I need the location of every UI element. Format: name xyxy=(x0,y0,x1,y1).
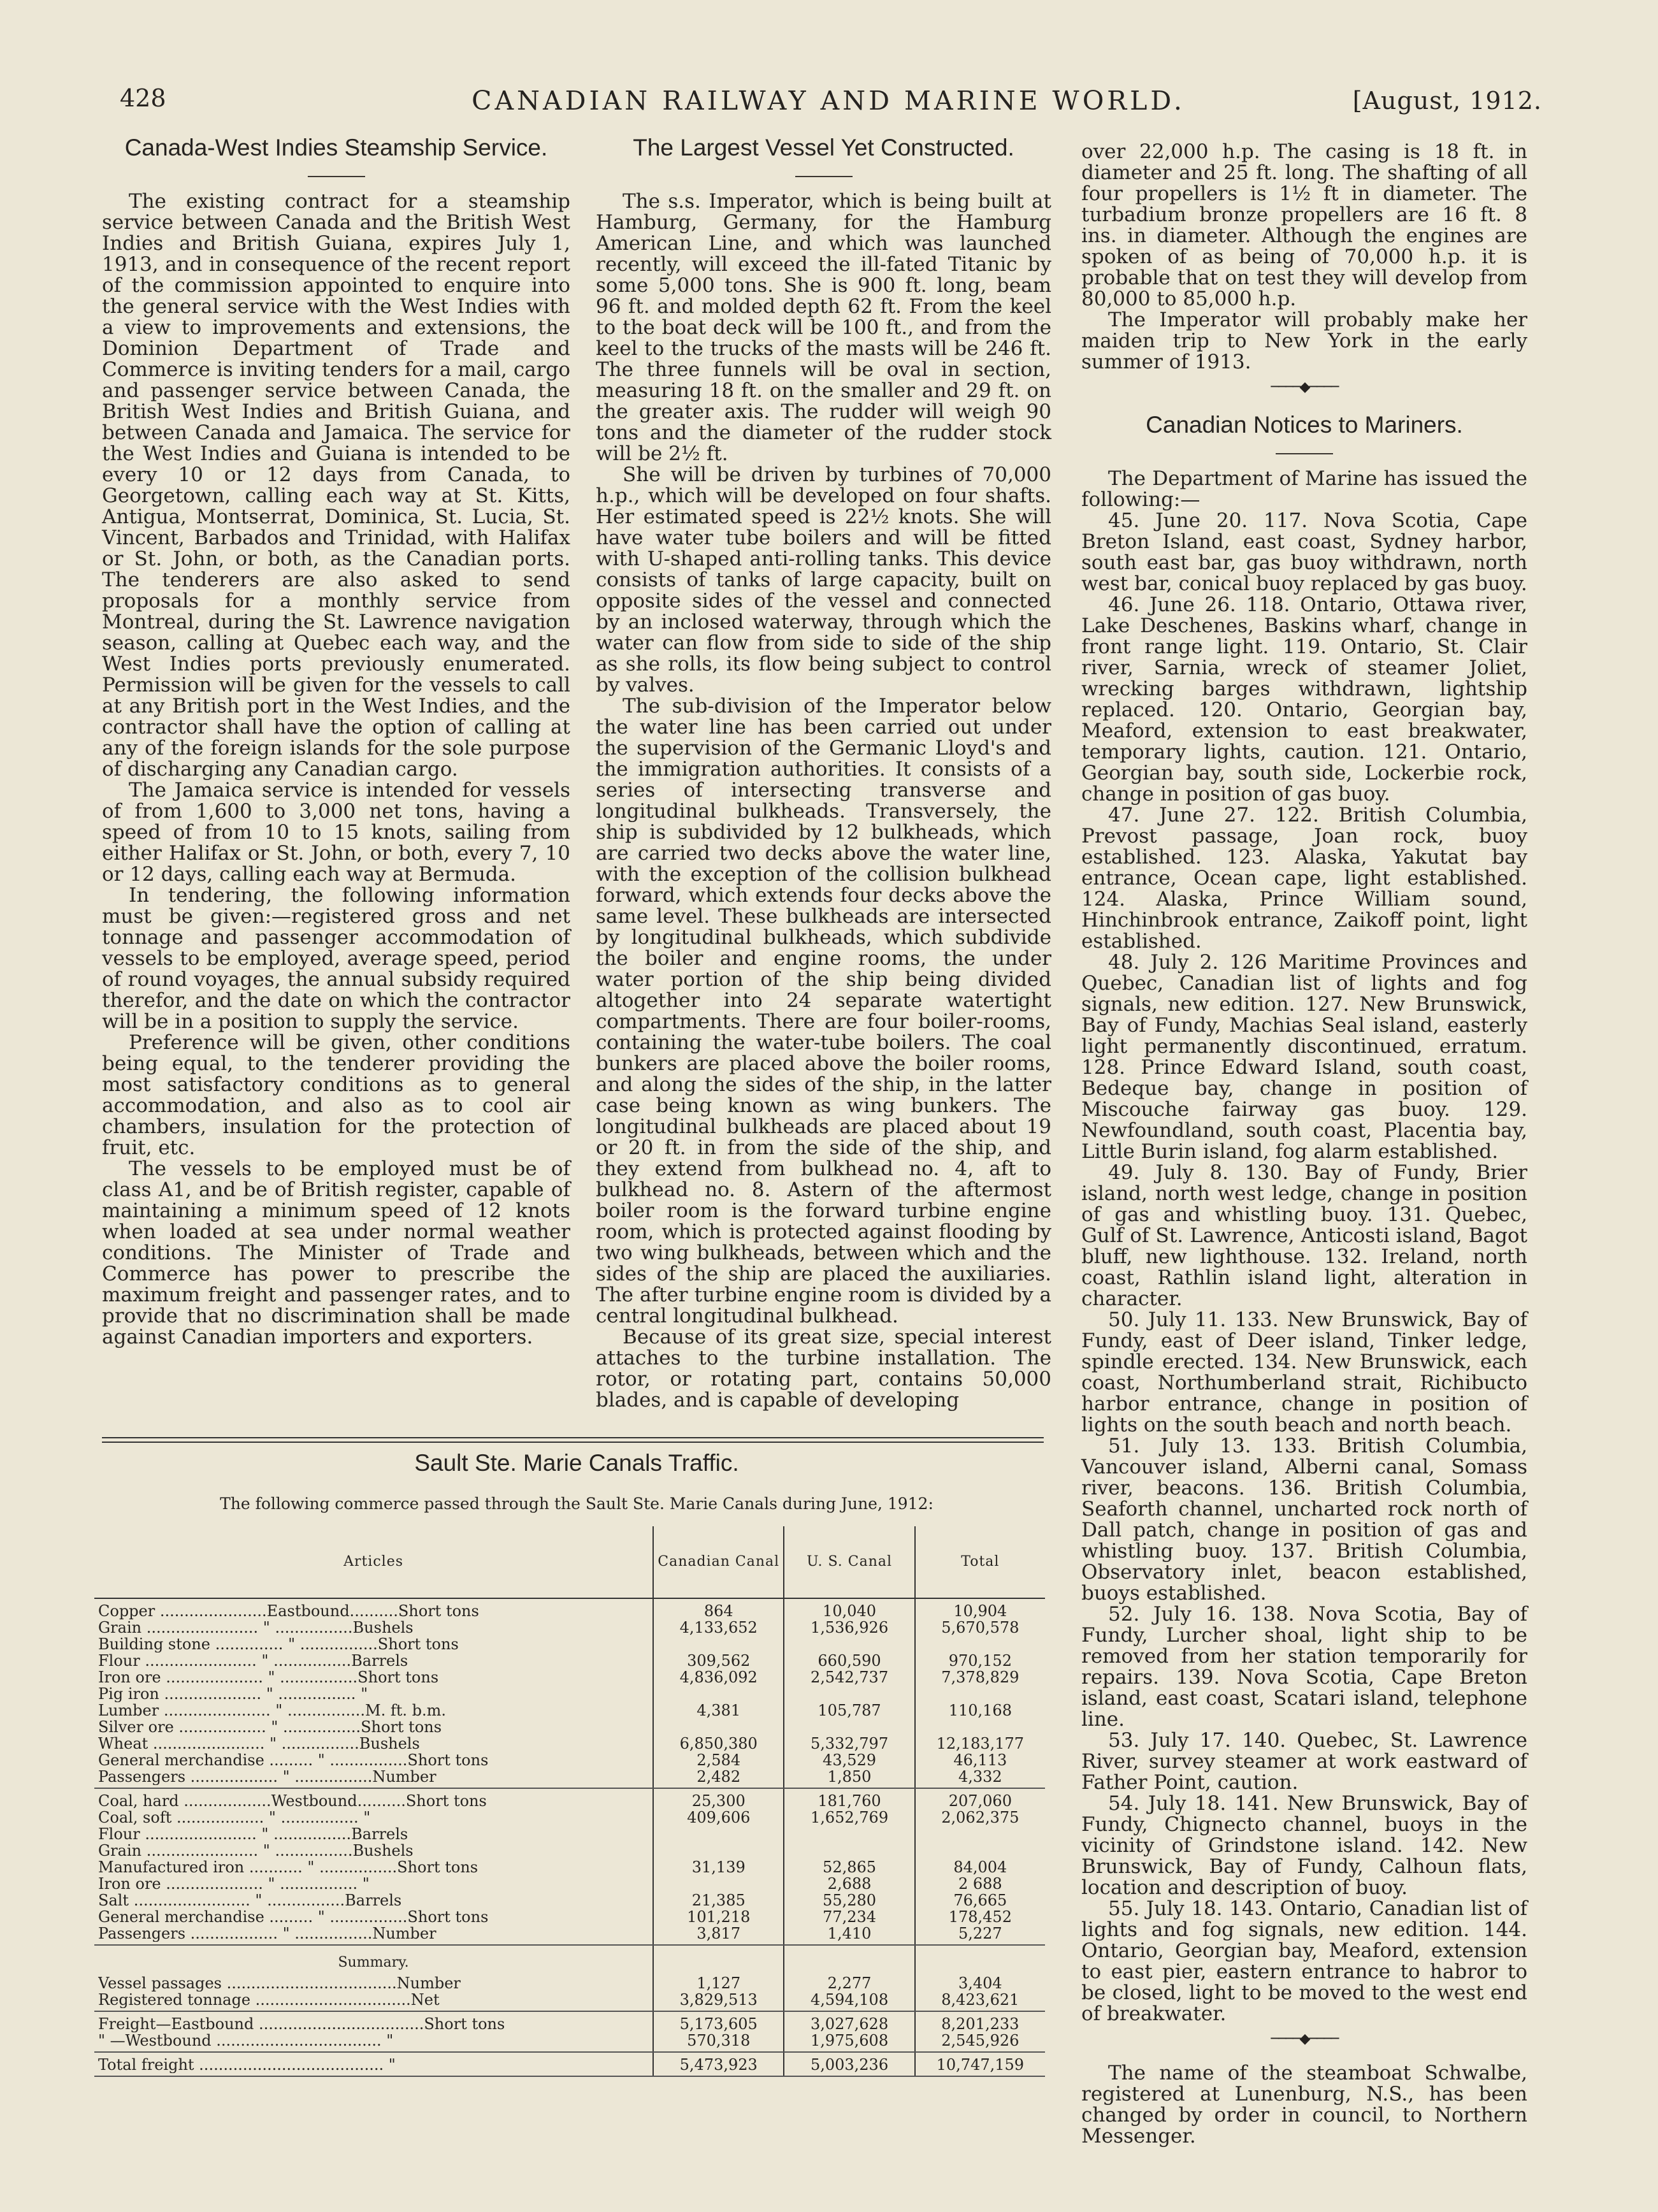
table-line: Coal, hard ..................Westbound..........Short tons xyxy=(98,1793,487,1809)
notice-item: 52. July 16. 138. Nova Scotia, Bay of Fundy, Lurcher shoal, light ship to be removed from her station temporarily for repairs. 139. Nova Scotia, Cape Breton island, east coast, Scatari island, telephone line. xyxy=(1081,1603,1527,1731)
table-line xyxy=(919,1719,1041,1735)
paragraph: Preference will be given, other conditions being equal, to the tenderer providing the most satisfactory conditions as to general accommodation, and also as to cool air chambers, insulation for the protection of fruit, etc. xyxy=(102,1031,570,1159)
paragraph: over 22,000 h.p. The casing is 18 ft. in diameter and 25 ft. long. The shafting of all four propellers is 1½ ft in diameter. The turbadium bronze propellers are 16 ft. 8 ins. in diameter. Although the engines are spoken of as being of 70,000 h.p. it is probable that on test they will develop from 80,000 to 85,000 h.p. xyxy=(1081,140,1527,310)
paragraph: The Imperator will probably make her maiden trip to New York in the early summer of 1913. xyxy=(1081,308,1527,373)
column-header-articles: Articles xyxy=(94,1526,653,1598)
articles-cell xyxy=(94,1971,653,2011)
table-line: 6,850,380 xyxy=(679,1735,758,1752)
table-line: Pig iron .................... " ................ " xyxy=(98,1686,368,1702)
canadian-cell xyxy=(653,2011,784,2052)
table-line: Flour ....................... " ................Barrels xyxy=(98,1652,408,1669)
table-line: 4,594,108 xyxy=(810,1992,889,2008)
running-head xyxy=(115,82,1542,120)
table-line: 4,381 xyxy=(696,1702,741,1719)
table-line: 10,040 xyxy=(823,1603,877,1619)
table-line xyxy=(658,1826,779,1842)
table-line xyxy=(788,1686,910,1702)
table-line xyxy=(658,1719,779,1735)
column-header-total: Total xyxy=(915,1526,1045,1598)
table-line: 21,385 xyxy=(691,1892,746,1909)
table-line: 2,482 xyxy=(696,1768,741,1785)
table-line: 1,127 xyxy=(696,1975,741,1992)
notice-item: 50. July 11. 133. New Brunswick, Bay of Fundy, east of Deer island, Tinker ledge, spindle erected. 134. New Brunswick, each coast, Northumberland strait, Richibucto harbor entrance, change in position of lights on the south beach and north beach. xyxy=(1081,1308,1527,1436)
total-cell xyxy=(915,1788,1045,1945)
table-line xyxy=(788,1826,910,1842)
paragraph: The existing contract for a steamship service between Canada and the British West Indies and British Guiana, expires July 1, 1913, and in consequence of the recent report of the commission appointed to enquire into the general service with the West Indies with a view to improvements and extensions, the Dominion Department of Trade and Commerce is inviting tenders for a mail, cargo and passenger service between Canada, the British West Indies and British Guiana, and between Canada and Jamaica. The service for the West Indies and Guiana is intended to be every 10 or 12 days from Canada, to Georgetown, calling each way at St. Kitts, Antigua, Montserrat, Dominica, St. Lucia, St. Vincent, Barbados and Trinidad, with Halifax or St. John, or both, as the Canadian ports. The tenderers are also asked to send proposals for a monthly service from Montreal, during the St. Lawrence navigation season, calling at Quebec each way, and the West Indies ports previously enumerated. Permission will be given for the vessels to call at any British port in the West Indies, and the contractor shall have the option of calling at any of the foreign islands for the sole purpose of discharging any Canadian cargo. xyxy=(102,190,570,781)
table-line: 1,975,608 xyxy=(810,2032,889,2049)
us-cell xyxy=(784,1598,914,1788)
summary-label: Summary. xyxy=(338,1955,409,1970)
empty-cell xyxy=(784,1945,914,1971)
canals-traffic-table xyxy=(94,1526,1045,2077)
westbound-group xyxy=(94,1788,1045,1945)
total-cell xyxy=(915,1971,1045,2011)
paragraph: The vessels to be employed must be of class A1, and be of British register, capable of maintaining a minimum speed of 12 knots when loaded at sea under normal weather conditions. The Minister of Trade and Commerce has power to prescribe the maximum freight and passenger rates, and to provide that no discrimination shall be made against Canadian importers and exporters. xyxy=(102,1157,570,1348)
table-line: 2,277 xyxy=(827,1975,872,1992)
table-line: 409,606 xyxy=(687,1809,751,1826)
table-line: 101,218 xyxy=(687,1909,751,1925)
table-line: 864 xyxy=(703,1603,733,1619)
table-line: 10,747,159 xyxy=(936,2057,1025,2073)
table-line: Copper ......................Eastbound..........Short tons xyxy=(98,1603,479,1619)
column-west-indies xyxy=(102,134,570,1348)
eastbound-group xyxy=(94,1598,1045,1788)
article-title: The Largest Vessel Yet Constructed. xyxy=(633,134,1014,161)
table-line: 178,452 xyxy=(948,1909,1012,1925)
table-line: Iron ore .................... " ................ " xyxy=(98,1876,370,1892)
column-notices xyxy=(1081,141,1527,2147)
total-cell xyxy=(915,2052,1045,2076)
table-line xyxy=(658,1876,779,1892)
table-line xyxy=(788,1842,910,1859)
section-divider xyxy=(102,1437,1044,1443)
table-line: 10,904 xyxy=(953,1603,1007,1619)
table-line: 4,133,652 xyxy=(679,1619,758,1636)
paragraph: The name of the steamboat Schwalbe, registered at Lunenburg, N.S., has been changed by order in council, to Northern Messenger. xyxy=(1081,2062,1527,2148)
table-line: 4,332 xyxy=(958,1768,1002,1785)
table-line: Passengers .................. " ................Number xyxy=(98,1768,436,1785)
table-line: 5,227 xyxy=(958,1925,1002,1942)
notice-item: 48. July 2. 126 Maritime Provinces and Quebec, Canadian list of lights and fog signals, new edition. 127. New Brunswick, Bay of Fundy, Machias Seal island, easterly light permanently discontinued, erratum. 128. Prince Edward Island, south coast, Bedeque bay, change in position of Miscouche fairway gas buoy. 129. Newfoundland, south coast, Placentia bay, Little Burin island, fog alarm established. xyxy=(1081,951,1527,1163)
table-line: 309,562 xyxy=(687,1652,751,1669)
table-subtitle: The following commerce passed through the Sault Ste. Marie Canals during June, 1912: xyxy=(220,1494,934,1513)
table-line: Grain ....................... " ................Bushels xyxy=(98,1842,414,1859)
article-title: Canada-West Indies Steamship Service. xyxy=(124,134,548,161)
us-cell xyxy=(784,1971,914,2011)
notice-item: 47. June 27. 122. British Columbia, Prevost passage, Joan rock, buoy established. 123. Alaska, Yakutat bay entrance, Ocean cape, light established. 124. Alaska, Prince William sound, Hinchinbrook entrance, Zaikoff point, light established. xyxy=(1081,804,1527,953)
article-title: Canadian Notices to Mariners. xyxy=(1146,412,1463,438)
table-line: 52,865 xyxy=(823,1859,877,1876)
table-line: 1,652,769 xyxy=(810,1809,889,1826)
notice-item: 45. June 20. 117. Nova Scotia, Cape Breton Island, east coast, Sydney harbor, south east bar, gas buoy withdrawn, north west bar, conical buoy replaced by gas buoy. xyxy=(1081,509,1527,595)
paragraph: Because of its great size, special interest attaches to the turbine installation. The rotor, or rotating part, contains 50,000 blades, and is capable of developing xyxy=(596,1326,1051,1412)
table-line: Coal, soft .................. " ................ " xyxy=(98,1809,371,1826)
summary-heading-row xyxy=(94,1945,1045,1971)
total-freight-row xyxy=(94,2052,1045,2076)
empty-cell xyxy=(653,1945,784,1971)
table-line: 7,378,829 xyxy=(941,1669,1020,1686)
table-line: 1,850 xyxy=(827,1768,872,1785)
table-line: 570,318 xyxy=(687,2032,751,2049)
table-line: 5,670,578 xyxy=(941,1619,1020,1636)
paragraph: The s.s. Imperator, which is being built at Hamburg, Germany, for the Hamburg American Line, and which was launched recently, will exceed the ill-fated Titanic by some 5,000 tons. She is 900 ft. long, beam 96 ft. and molded depth 62 ft. From the keel to the boat deck will be 100 ft., and from the keel to the trucks of the masts will be 246 ft. The three funnels will be oval in section, measuring 18 ft. on the smaller and 29 ft. on the greater axis. The rudder will weigh 90 tons and the diameter of the rudder stock will be 2½ ft. xyxy=(596,190,1051,465)
table-line: 110,168 xyxy=(948,1702,1012,1719)
notice-item: 51. July 13. 133. British Columbia, Vancouver island, Alberni canal, Somass river, beacons. 136. British Columbia, Seaforth channel, uncharted rock north of Dall patch, change in position of gas and whistling buoy. 137. British Columbia, Observatory inlet, beacon established, buoys established. xyxy=(1081,1435,1527,1605)
table-line xyxy=(658,1686,779,1702)
table-line: Registered tonnage ................................Net xyxy=(98,1992,440,2008)
table-line: Salt ........................ " ................Barrels xyxy=(98,1892,402,1909)
table-line: 55,280 xyxy=(823,1892,877,1909)
paragraph: In tendering, the following information must be given:—registered gross and net tonnage and passenger accommodation of vessels to be employed, average speed, period of round voyages, the annual subsidy required therefor, and the date on which the contractor will be in a position to supply the service. xyxy=(102,884,570,1033)
table-line: General merchandise ......... " ................Short tons xyxy=(98,1909,489,1925)
table-line: 43,529 xyxy=(823,1752,877,1768)
table-line xyxy=(788,1636,910,1652)
canadian-cell xyxy=(653,1971,784,2011)
table-line: Lumber ...................... " ................M. ft. b.m. xyxy=(98,1702,447,1719)
table-line: 105,787 xyxy=(818,1702,881,1719)
articles-cell xyxy=(94,2052,653,2076)
table-line: 207,060 xyxy=(948,1793,1012,1809)
table-line: 2 688 xyxy=(958,1876,1002,1892)
empty-cell xyxy=(915,1945,1045,1971)
table-line: 4,836,092 xyxy=(679,1669,758,1686)
articles-cell xyxy=(94,1788,653,1945)
notice-item: 55. July 18. 143. Ontario, Canadian list of lights and fog signals, new edition. 144. Ontario, Georgian bay, Meaford, extension to east pier, eastern entrance to habror to be closed, light to be moved to the west end of breakwater. xyxy=(1081,1897,1527,2025)
title-rule xyxy=(308,176,365,177)
table-line: Grain ....................... " ................Bushels xyxy=(98,1619,414,1636)
canadian-cell xyxy=(653,1788,784,1945)
table-line: " —Westbound .................................. " xyxy=(98,2032,394,2049)
table-line: 2,542,737 xyxy=(810,1669,889,1686)
table-line: 46,113 xyxy=(953,1752,1007,1768)
table-line: 5,473,923 xyxy=(679,2057,758,2073)
table-line: 970,152 xyxy=(948,1652,1012,1669)
ornament-divider: ────◆──── xyxy=(1271,2031,1338,2047)
table-line: Passengers .................. " ................Number xyxy=(98,1925,436,1942)
notice-item: 53. July 17. 140. Quebec, St. Lawrence River, survey steamer at work eastward of Father Point, caution. xyxy=(1081,1729,1527,1794)
table-line: 5,003,236 xyxy=(810,2057,889,2073)
table-line: 31,139 xyxy=(691,1859,746,1876)
table-line: 3,404 xyxy=(958,1975,1002,1992)
table-line: 25,300 xyxy=(691,1793,746,1809)
table-line: Vessel passages ...................................Number xyxy=(98,1975,461,1992)
total-cell xyxy=(915,2011,1045,2052)
canadian-cell xyxy=(653,1598,784,1788)
ornament-divider: ────◆──── xyxy=(1271,379,1338,395)
us-cell xyxy=(784,2052,914,2076)
notice-item: 49. July 8. 130. Bay of Fundy, Brier island, north west ledge, change in position of gas and whistling buoy. 131. Quebec, Gulf of St. Lawrence, Anticosti island, Bagot bluff, new lighthouse. 132. Ireland, north coast, Rathlin island light, alteration in character. xyxy=(1081,1161,1527,1310)
table-line: Freight—Eastbound ..................................Short tons xyxy=(98,2016,505,2032)
table-line: 2,688 xyxy=(827,1876,872,1892)
page-number: 428 xyxy=(120,84,166,112)
table-line: Flour ....................... " ................Barrels xyxy=(98,1826,408,1842)
table-line: 5,173,605 xyxy=(679,2016,758,2032)
table-line: General merchandise ......... " ................Short tons xyxy=(98,1752,489,1768)
issue-date: [August, 1912. xyxy=(1352,87,1542,115)
table-line xyxy=(658,1636,779,1652)
title-rule xyxy=(795,176,853,177)
table-line: 1,536,926 xyxy=(810,1619,889,1636)
table-line: 3,817 xyxy=(696,1925,741,1942)
table-line: 8,201,233 xyxy=(941,2016,1020,2032)
table-line: 660,590 xyxy=(818,1652,881,1669)
table-line: 76,665 xyxy=(953,1892,1007,1909)
us-cell xyxy=(784,2011,914,2052)
table-line xyxy=(788,1719,910,1735)
notice-item: 54. July 18. 141. New Brunswick, Bay of Fundy, Chignecto channel, buoys in the vicinity of Grindstone island. 142. New Brunswick, Bay of Fundy, Calhoun flats, location and description of buoy. xyxy=(1081,1792,1527,1899)
freight-group xyxy=(94,2011,1045,2052)
table-line: 8,423,621 xyxy=(941,1992,1020,2008)
table-line xyxy=(919,1636,1041,1652)
articles-cell xyxy=(94,1598,653,1788)
notice-item: 46. June 26. 118. Ontario, Ottawa river, Lake Deschenes, Baskins wharf, change in front range light. 119. Ontario, St. Clair river, Sarnia, wreck of steamer Joliet, wrecking barges withdrawn, lightship replaced. 120. Ontario, Georgian bay, Meaford, extension to east breakwater, temporary lights, caution. 121. Ontario, Georgian bay, south side, Lockerbie rock, change in position of gas buoy. xyxy=(1081,593,1527,806)
title-rule xyxy=(1276,453,1333,454)
column-largest-vessel xyxy=(596,134,1051,1411)
table-line: 2,584 xyxy=(696,1752,741,1768)
table-line: Silver ore .................. " ................Short tons xyxy=(98,1719,442,1735)
table-line: 12,183,177 xyxy=(936,1735,1025,1752)
table-line xyxy=(919,1842,1041,1859)
table-line: 3,027,628 xyxy=(810,2016,889,2032)
table-line: Wheat ....................... " ................Bushels xyxy=(98,1735,420,1752)
table-line: 2,545,926 xyxy=(941,2032,1020,2049)
table-line: Iron ore .................... " ................Short tons xyxy=(98,1669,439,1686)
table-header-row xyxy=(94,1526,1045,1598)
table-line: 3,829,513 xyxy=(679,1992,758,2008)
summary-group xyxy=(94,1971,1045,2011)
table-line xyxy=(919,1826,1041,1842)
us-cell xyxy=(784,1788,914,1945)
table-line: Manufactured iron ........... " ................Short tons xyxy=(98,1859,479,1876)
canadian-cell xyxy=(653,2052,784,2076)
table-line: Total freight ...................................... " xyxy=(98,2057,396,2073)
table-line: 77,234 xyxy=(823,1909,877,1925)
paragraph: The sub-division of the Imperator below the water line has been carried out under the supervision of the Germanic Lloyd's and the immigration authorities. It consists of a series of intersecting transverse and longitudinal bulkheads. Transversely, the ship is subdivided by 12 bulkheads, which are carried two decks above the water line, with the exception of the collision bulkhead forward, which extends four decks above the same level. These bulkheads are intersected by longitudinal bulkheads, which subdivide the boiler and engine rooms, the under water portion of the ship being divided altogether into 24 separate watertight compartments. There are four boiler-rooms, containing the water-tube boilers. The coal bunkers are placed above the boiler rooms, and along the sides of the ship, in the latter case being known as wing bunkers. The longitudinal bulkheads are placed about 19 or 20 ft. in from the side of the ship, and they extend from bulkhead no. 4, aft to bulkhead no. 8. Astern of the aftermost boiler room is the forward turbine engine room, which is protected against flooding by two wing bulkheads, between which and the sides of the ship are placed the auxiliaries. The after turbine engine room is divided by a central longitudinal bulkhead. xyxy=(596,695,1051,1327)
table-line: 84,004 xyxy=(953,1859,1007,1876)
table-line: 1,410 xyxy=(827,1925,872,1942)
table-line xyxy=(919,1686,1041,1702)
column-header-us: U. S. Canal xyxy=(784,1526,914,1598)
total-cell xyxy=(915,1598,1045,1788)
paragraph: The Department of Marine has issued the following:— xyxy=(1081,467,1527,511)
table-line xyxy=(658,1842,779,1859)
paragraph: The Jamaica service is intended for vessels of from 1,600 to 3,000 net tons, having a speed of from 10 to 15 knots, sailing from either Halifax or St. John, or both, every 7, 10 or 12 days, calling each way at Bermuda. xyxy=(102,779,570,886)
articles-cell xyxy=(94,2011,653,2052)
table-title: Sault Ste. Marie Canals Traffic. xyxy=(414,1450,739,1476)
table-line: Building stone .............. " ................Short tons xyxy=(98,1636,459,1652)
table-line: 2,062,375 xyxy=(941,1809,1020,1826)
table-line: 5,332,797 xyxy=(810,1735,889,1752)
column-header-canadian: Canadian Canal xyxy=(653,1526,784,1598)
table-line: 181,760 xyxy=(818,1793,881,1809)
paragraph: She will be driven by turbines of 70,000 h.p., which will be developed on four shafts. Her estimated speed is 22½ knots. She will have water tube boilers and will be fitted with U-shaped anti-rolling tanks. This device consists of tanks of large capacity, built on opposite sides of the vessel and connected by an inclosed waterway, through which the water can flow from side to side of the ship as she rolls, its flow being subject to control by valves. xyxy=(596,463,1051,697)
journal-title: CANADIAN RAILWAY AND MARINE WORLD. xyxy=(472,85,1185,116)
